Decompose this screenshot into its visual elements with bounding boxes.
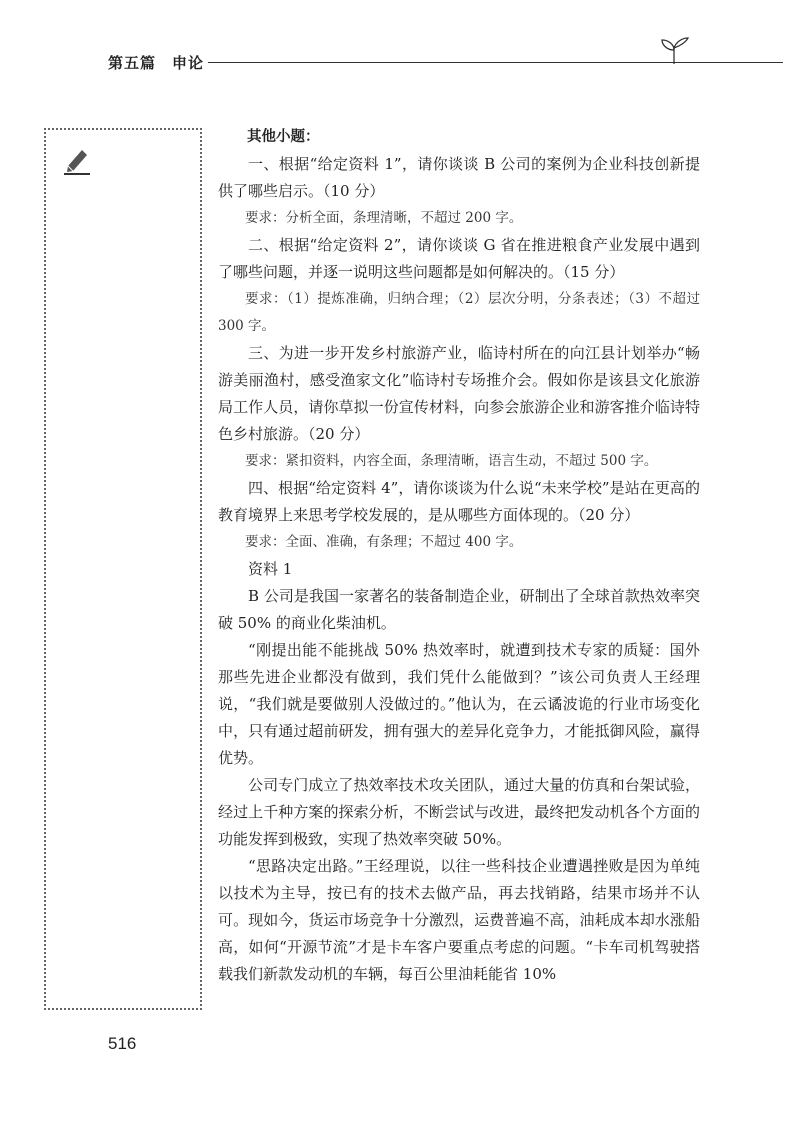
material-paragraph: B 公司是我国一家著名的装备制造企业，研制出了全球首款热效率突破 50% 的商业化柴油机。 [218,587,700,632]
page-header [108,50,708,80]
question-2-requirement: 要求：（1）提炼准确，归纳合理；（2）层次分明，分条表述；（3）不超过 300 字。 [218,291,700,334]
main-content [218,124,700,988]
notes-sidebar [44,128,202,1010]
question-3: 三、为进一步开发乡村旅游产业，临诗村所在的向江县计划举办“畅游美丽渔村，感受渔家文化”临诗村专场推介会。假如你是该县文化旅游局工作人员，请你草拟一份宣传材料，向参会旅游企业和游客推介临诗特色乡村旅游。（20 分） [218,344,700,443]
sprout-icon [654,36,694,70]
question-4-requirement: 要求：全面、准确，有条理；不超过 400 字。 [245,534,523,550]
page-number: 516 [108,1034,137,1053]
section-title: 第五篇 申论 [108,54,205,72]
question-1: 一、根据“给定资料 1”，请你谈谈 B 公司的案例为企业科技创新提供了哪些启示。（10 分） [218,155,700,200]
pencil-icon [62,146,94,176]
material-paragraph: “刚提出能不能挑战 50% 热效率时，就遭到技术专家的质疑：国外那些先进企业都没有做到，我们凭什么能做到？”该公司负责人王经理说，“我们就是要做别人没做过的。”他认为，在云谲波诡的行业市场变化中，只有通过超前研发，拥有强大的差异化竞争力，才能抵御风险，赢得优势。 [218,641,700,767]
header-rule [208,62,783,63]
material-paragraph: “思路决定出路。”王经理说，以往一些科技企业遭遇挫败是因为单纯以技术为主导，按已有的技术去做产品，再去找销路，结果市场并不认可。现如今，货运市场竞争十分激烈，运费普遍不高，油耗成本却水涨船高，如何“开源节流”才是卡车客户要重点考虑的问题。“卡车司机驾驶搭载我们新款发动机的车辆，每百公里油耗能省 10% [218,857,700,983]
question-3-requirement: 要求：紧扣资料，内容全面，条理清晰，语言生动，不超过 500 字。 [245,453,658,469]
question-4: 四、根据“给定资料 4”，请你谈谈为什么说“未来学校”是站在更高的教育境界上来思考学校发展的，是从哪些方面体现的。（20 分） [218,479,700,524]
question-2: 二、根据“给定资料 2”，请你谈谈 G 省在推进粮食产业发展中遇到了哪些问题，并逐一说明这些问题都是如何解决的。（15 分） [218,236,700,281]
other-questions-heading: 其他小题： [247,129,320,145]
material-paragraph: 公司专门成立了热效率技术攻关团队，通过大量的仿真和台架试验，经过上千种方案的探索分析，不断尝试与改进，最终把发动机各个方面的功能发挥到极致，实现了热效率突破 50%。 [218,776,700,848]
material-title: 资料 1 [248,560,293,578]
question-1-requirement: 要求：分析全面，条理清晰，不超过 200 字。 [245,210,523,226]
